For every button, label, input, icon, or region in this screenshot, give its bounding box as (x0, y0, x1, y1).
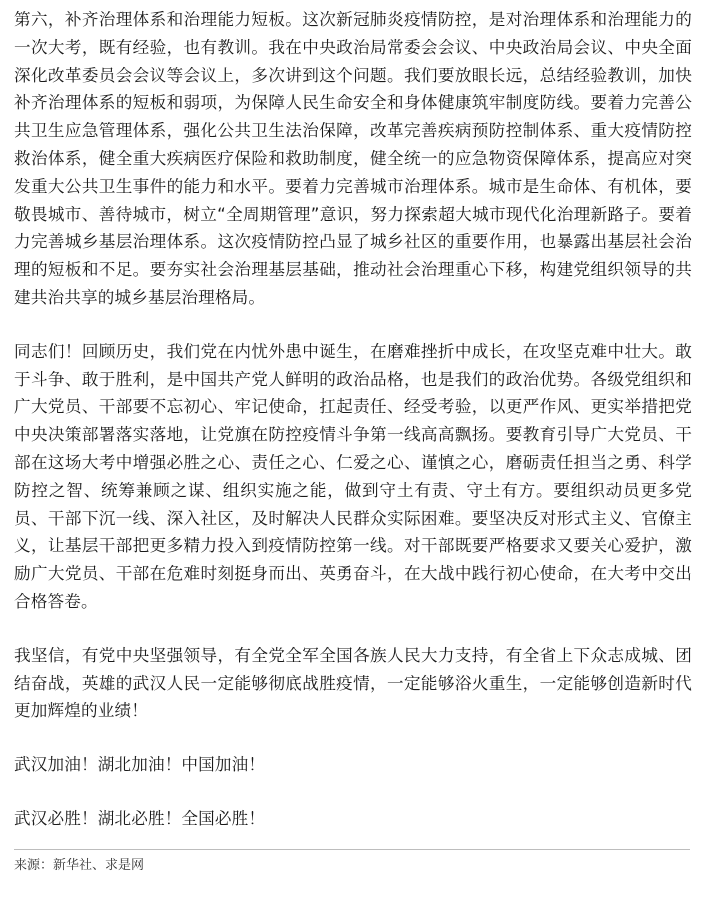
paragraph-conviction: 我坚信，有党中央坚强领导，有全党全军全国各族人民大力支持，有全省上下众志成城、团结奋战，英雄的武汉人民一定能够彻底战胜疫情，一定能够浴火重生，一定能够创造新时代更加辉煌的业绩！ (14, 645, 692, 721)
slogan-victory: 武汉必胜！湖北必胜！全国必胜！ (14, 808, 266, 828)
slogan-go-wuhan: 武汉加油！湖北加油！中国加油！ (14, 755, 266, 775)
article-body (14, 6, 692, 833)
paragraph-governance-system: 第六，补齐治理体系和治理能力短板。这次新冠肺炎疫情防控，是对治理体系和治理能力的一次大考，既有经验，也有教训。我在中央政治局常委会会议、中央政治局会议、中央全面深化改革委员会会议等会议上，多次讲到这个问题。我们要放眼长远，总结经验教训，加快补齐治理体系的短板和弱项，为保障人民生命安全和身体健康筑牢制度防线。要着力完善公共卫生应急管理体系，强化公共卫生法治保障，改革完善疾病预防控制体系、重大疫情防控救治体系，健全重大疾病医疗保险和救助制度，健全统一的应急物资保障体系，提高应对突发重大公共卫生事件的能力和水平。要着力完善城市治理体系。城市是生命体、有机体，要敬畏城市、善待城市，树立“全周期管理”意识，努力探索超大城市现代化治理新路子。要着力完善城乡基层治理体系。这次疫情防控凸显了城乡社区的重要作用，也暴露出基层社会治理的短板和不足。要夯实社会治理基层基础，推动社会治理重心下移，构建党组织领导的共建共治共享的城乡基层治理格局。 (14, 10, 692, 307)
paragraph-comrades: 同志们！回顾历史，我们党在内忧外患中诞生，在磨难挫折中成长，在攻坚克难中壮大。敢于斗争、敢于胜利，是中国共产党人鲜明的政治品格，也是我们的政治优势。各级党组织和广大党员、干部要不忘初心、牢记使命，扛起责任、经受考验，以更严作风、更实举措把党中央决策部署落实落地，让党旗在防控疫情斗争第一线高高飘扬。要教育引导广大党员、干部在这场大考中增强必胜之心、责任之心、仁爱之心、谨慎之心，磨砺责任担当之勇、科学防控之智、统筹兼顾之谋、组织实施之能，做到守土有责、守土有方。要组织动员更多党员、干部下沉一线、深入社区，及时解决人民群众实际困难。要坚决反对形式主义、官僚主义，让基层干部把更多精力投入到疫情防控第一线。对干部既要严格要求又要关心爱护，激励广大党员、干部在危难时刻挺身而出、英勇奋斗，在大战中践行初心使命，在大考中交出合格答卷。 (14, 341, 692, 611)
footer-divider (14, 849, 690, 850)
source-credit: 来源：新华社、求是网 (14, 858, 145, 873)
